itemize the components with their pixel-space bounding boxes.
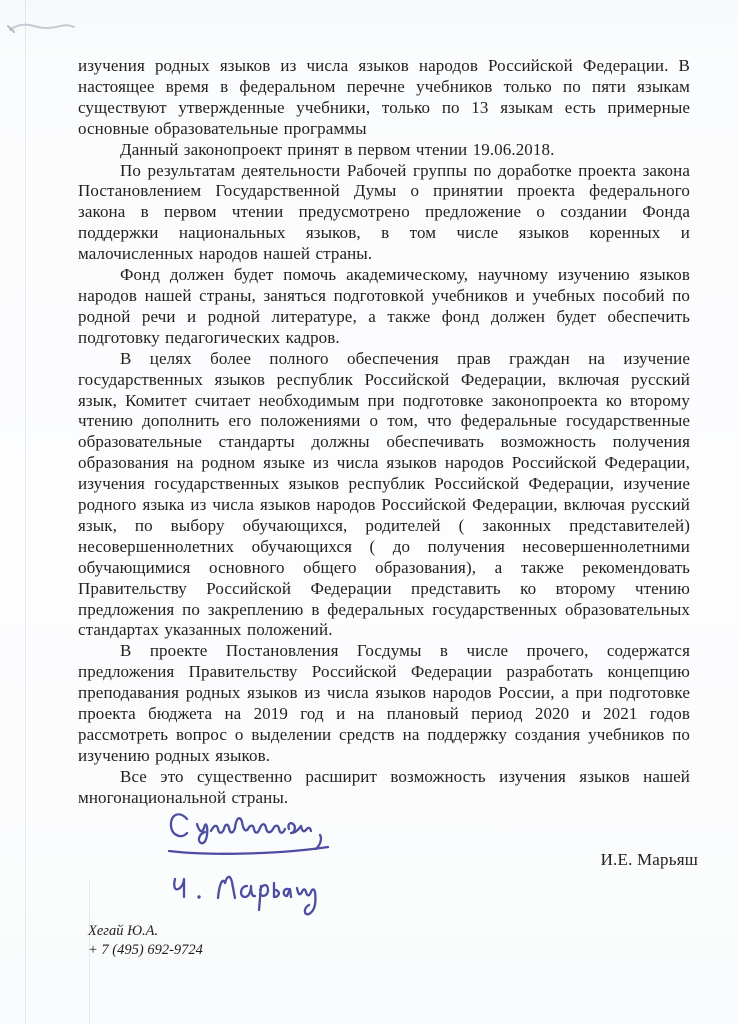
body-paragraph: Все это существенно расширит возможность изучения языков нашей многонациональной страны. [78, 766, 690, 807]
contact-block [88, 922, 203, 959]
scanner-streak [25, 0, 26, 1024]
body-paragraph: Данный законопроект принят в первом чтении 19.06.2018. [120, 139, 555, 159]
signatory-name: И.Е. Марьяш [600, 850, 698, 869]
letter-body [78, 56, 690, 809]
handwritten-signature [166, 806, 376, 921]
body-paragraph: В проекте Постановления Госдумы в числе прочего, содержатся предложения Правительству Российской Федерации разработать концепцию преподавания родных языков из числа языков народов России, а при подготовке проекта бюджета на 2019 год и на плановый период 2020 и 2021 годов рассмотреть вопрос о выделении средств на поддержку создания учебников по изучению родных языков. [78, 641, 690, 765]
contact-name: Хегай Ю.А. [88, 923, 159, 939]
body-paragraph: изучения родных языков из числа языков народов Российской Федерации. В настоящее время в федеральном перечне учебников только по пяти языкам существуют утвержденные учебники, только по 13 языкам есть примерные основные образовательные программы [78, 56, 690, 138]
body-paragraph: Фонд должен будет помочь академическому, научному изучению языков народов нашей страны, заняться подготовкой учебников и учебных пособий по родной речи и родной литературе, а также фонд должен будет обеспечить подготовку педагогических кадров. [78, 265, 690, 347]
signature-ink-strokes [166, 806, 376, 921]
body-paragraph: По результатам деятельности Рабочей группы по доработке проекта закона Постановлением Государственной Думы о принятии проекта федерального закона в первом чтении предусмотрено предложение о создании Фонда поддержки национальных языков, в том числе языков коренных и малочисленных народов нашей страны. [78, 160, 690, 264]
body-paragraph: В целях более полного обеспечения прав граждан на изучение государственных языков республик Российской Федерации, включая русский язык, Комитет считает необходимым при подготовке законопроекта ко второму чтению дополнить его положениями о том, что федеральные государственные образовательные стандарты должны обеспечивать возможность получения образования на родном языке из числа языков народов Российской Федерации, изучения государственных языков республик Российской Федерации, изучение родного языка из числа языков народов Российской Федерации, включая русский язык, по выбору обучающихся, родителей ( законных представителей) несовершеннолетних обучающихся ( до получения несовершеннолетними обучающимися основного общего образования), а также рекомендовать Правительству Российской Федерации представить ко второму чтению предложения по закреплению в федеральных государственных образовательных стандартах указанных положений. [78, 348, 690, 640]
pencil-smudge-mark [6, 16, 116, 44]
contact-phone: + 7 (495) 692-9724 [88, 941, 203, 958]
